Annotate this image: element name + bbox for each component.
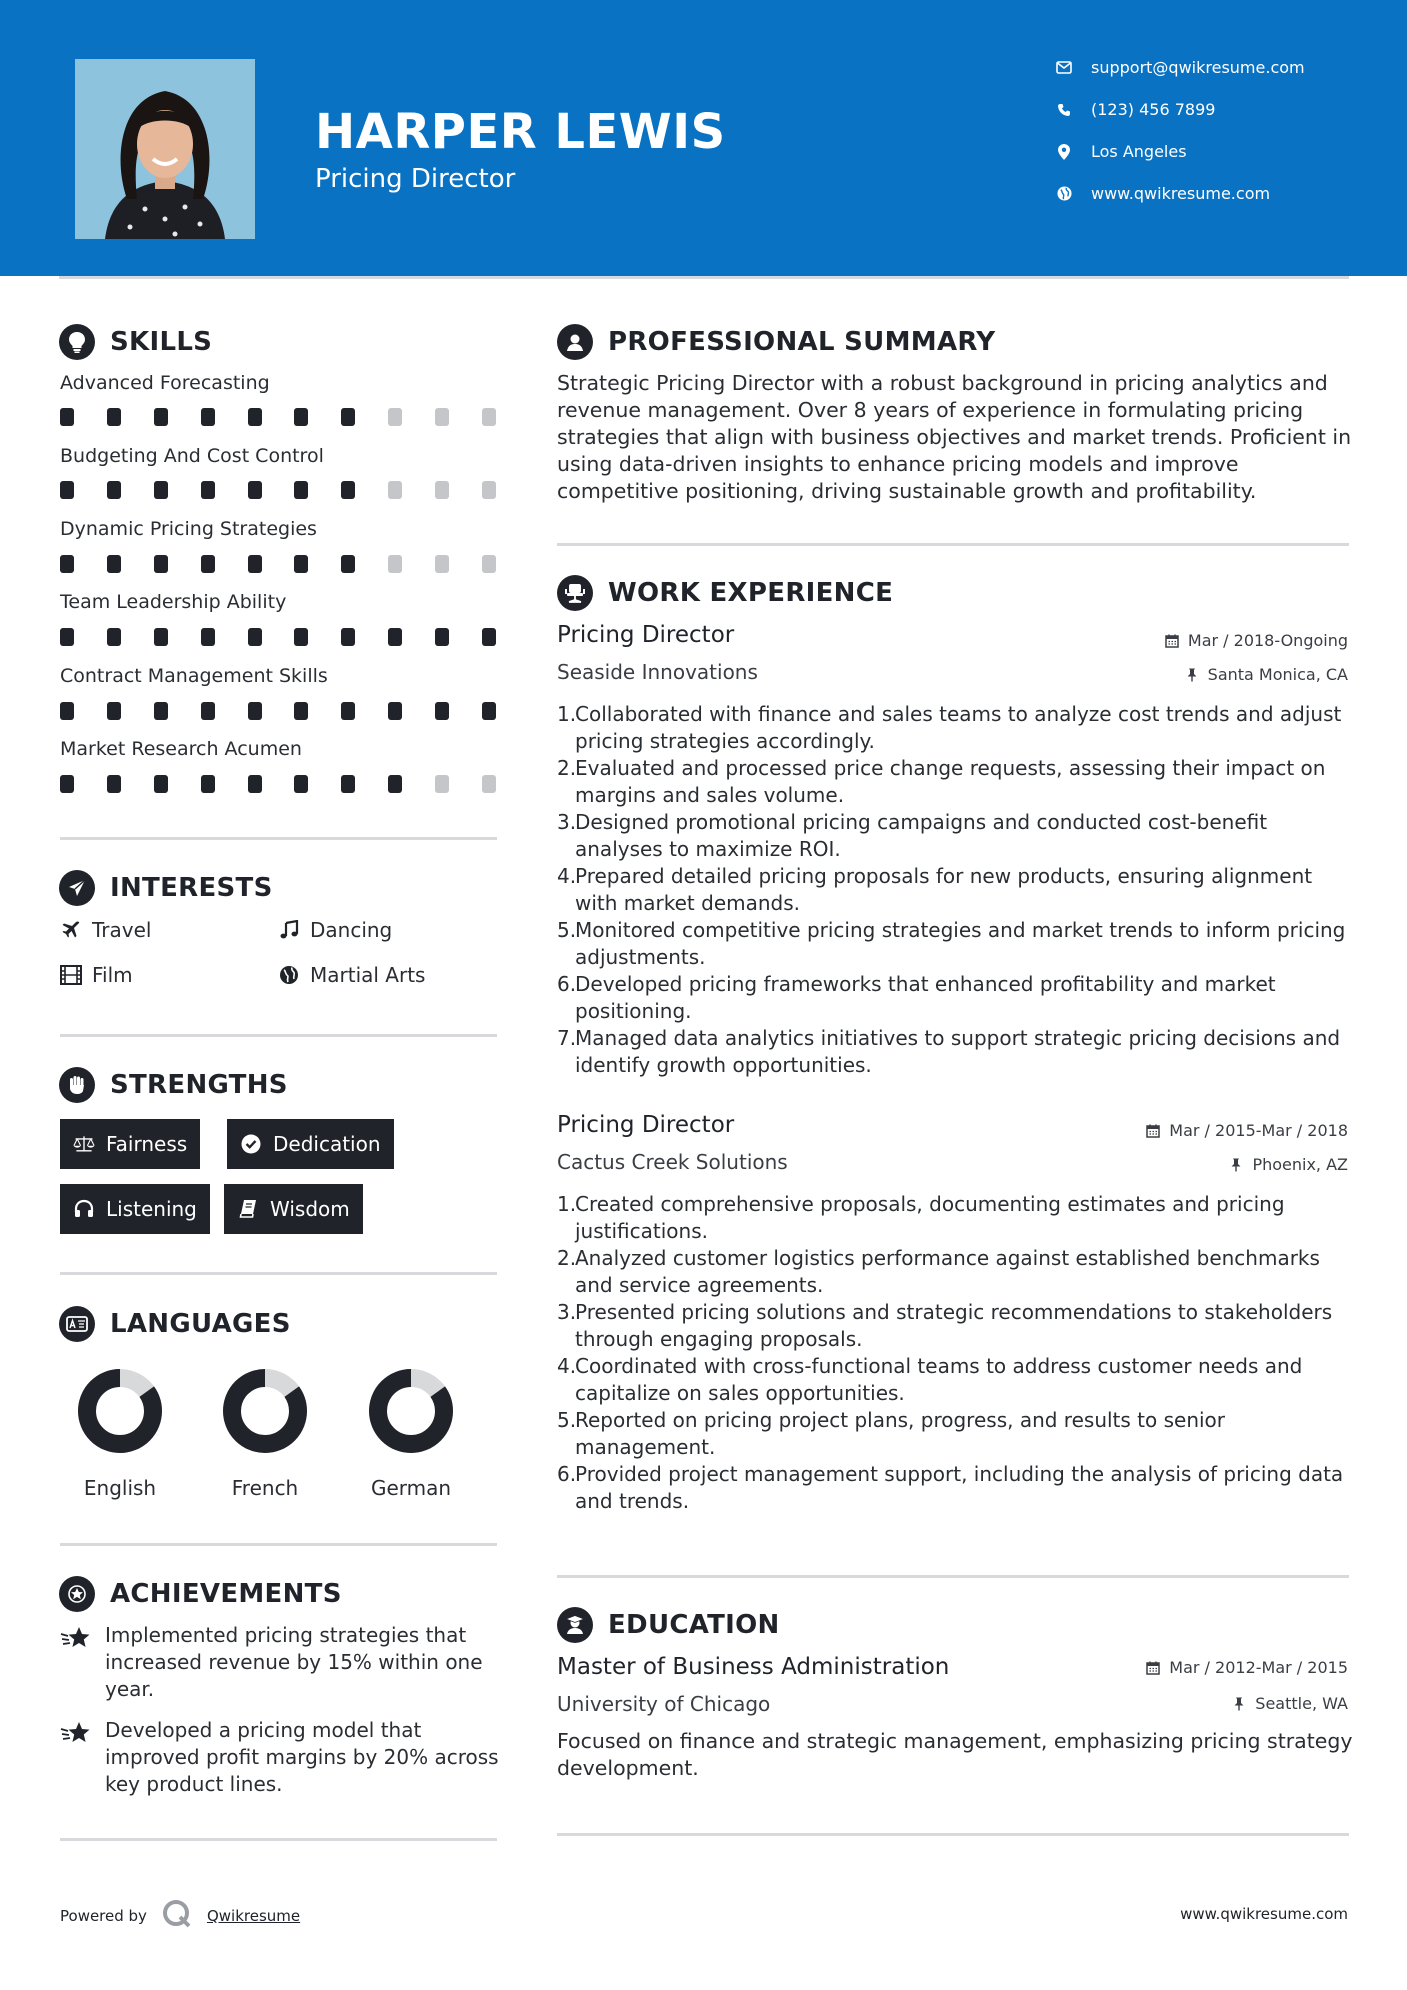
contact-email-text: support@qwikresume.com [1091,58,1305,77]
responsibility-text: Analyzed customer logistics performance against established benchmarks and service agreements. [575,1246,1320,1297]
section-divider [60,837,497,840]
globe-icon [1055,185,1073,203]
rating-dot-filled [388,702,402,720]
job-location-text: Santa Monica, CA [1207,665,1348,684]
job-responsibilities [557,1191,1357,1515]
book-icon [237,1198,259,1220]
language-name: French [231,1476,299,1500]
rating-dot-filled [294,775,308,793]
responsibility-item [557,1191,1357,1245]
interest-item [278,918,392,942]
rating-dot-filled [201,702,215,720]
rating-dot-filled [248,628,262,646]
rating-dot-filled [248,702,262,720]
languages-title: LANGUAGES [110,1309,291,1339]
language-icon [59,1306,95,1342]
rating-dot-empty [388,555,402,573]
section-divider [60,1543,497,1546]
summary-title: PROFESSIONAL SUMMARY [608,327,996,357]
fist-icon [59,1067,95,1103]
strength-tag [60,1119,200,1169]
skill-rating [60,408,496,426]
rating-dot-filled [482,702,496,720]
rating-dot-filled [341,628,355,646]
office-chair-icon [557,575,593,611]
rating-dot-filled [107,481,121,499]
interests-heading [59,870,273,906]
contact-website-text: www.qwikresume.com [1091,184,1271,203]
headphones-icon [73,1198,95,1220]
interest-label: Travel [92,918,152,942]
achievement-text: Implemented pricing strategies that increased revenue by 15% within one year. [105,1623,483,1701]
responsibility-item [557,1461,1357,1515]
strengths-title: STRENGTHS [110,1070,288,1100]
list-number: 6. [557,972,577,996]
film-icon [60,964,82,986]
interest-label: Dancing [310,918,393,942]
skill-rating [60,702,496,720]
map-pin-icon [1055,143,1073,161]
globe-icon [278,964,300,986]
plane-icon [60,919,82,941]
summary-text: Strategic Pricing Director with a robust background in pricing analytics and revenue management. Over 8 years of experience in formulating pricing strategies that align with business objectives and market trends. Proficient in using data-driven insights to enhance pricing models and improve competitive positioning, driving sustainable growth and profitability. [557,371,1352,503]
list-number: 1. [557,1192,577,1216]
list-number: 3. [557,1300,577,1324]
job-dates [1164,631,1348,650]
strength-tag [60,1184,210,1234]
rating-dot-filled [107,555,121,573]
star-badge-icon [59,1576,95,1612]
rating-dot-empty [388,408,402,426]
rating-dot-empty [482,775,496,793]
job-dates-text: Mar / 2018-Ongoing [1187,631,1348,650]
responsibility-item [557,863,1357,917]
rating-dot-filled [341,408,355,426]
skill-name: Budgeting And Cost Control [60,445,324,467]
responsibility-item [557,1025,1357,1079]
shooting-star-icon [60,1624,92,1652]
rating-dot-filled [294,555,308,573]
rating-dot-filled [154,555,168,573]
responsibility-text: Designed promotional pricing campaigns and conducted cost-benefit analyses to maximize ROI. [575,810,1268,861]
job-location [1228,1155,1348,1174]
job-company: Cactus Creek Solutions [557,1150,788,1174]
strength-label: Wisdom [270,1197,350,1221]
skill-rating [60,775,496,793]
responsibility-text: Monitored competitive pricing strategies and market trends to inform pricing adjustments. [575,918,1346,969]
interest-label: Film [92,963,133,987]
degree-title: Master of Business Administration [557,1654,950,1680]
rating-dot-filled [294,408,308,426]
skill-rating [60,481,496,499]
list-number: 5. [557,918,577,942]
rating-dot-empty [482,408,496,426]
rating-dot-empty [482,481,496,499]
header-divider [59,276,1349,279]
section-divider [60,1838,497,1841]
responsibility-item [557,1353,1357,1407]
list-number: 7. [557,1026,577,1050]
responsibility-text: Provided project management support, including the analysis of pricing data and trends. [575,1462,1344,1513]
education-dates [1145,1658,1348,1677]
education-description: Focused on finance and strategic management, emphasizing pricing strategy development. [557,1729,1353,1780]
lightbulb-icon [59,324,95,360]
section-divider [557,543,1349,546]
achievement-text: Developed a pricing model that improved profit margins by 20% across key product lines. [105,1718,499,1796]
strength-tag [227,1119,394,1169]
responsibility-text: Reported on pricing project plans, progress, and results to senior management. [575,1408,1226,1459]
strength-label: Listening [106,1197,197,1221]
contact-website[interactable] [1055,184,1270,203]
interest-item [278,963,425,987]
pushpin-icon [1184,667,1200,683]
language-item [215,1368,315,1500]
language-donut [368,1368,454,1454]
rating-dot-filled [341,481,355,499]
rating-dot-filled [435,628,449,646]
rating-dot-filled [201,555,215,573]
rating-dot-filled [201,628,215,646]
strength-label: Dedication [273,1132,381,1156]
pushpin-icon [1228,1157,1244,1173]
rating-dot-empty [482,555,496,573]
interest-item [60,963,133,987]
music-note-icon [278,919,300,941]
responsibility-text: Presented pricing solutions and strategic recommendations to stakeholders through engaging proposals. [575,1300,1333,1351]
list-number: 2. [557,1246,577,1270]
contact-location-text: Los Angeles [1091,142,1187,161]
responsibility-text: Managed data analytics initiatives to support strategic pricing decisions and identify growth opportunities. [575,1026,1341,1077]
rating-dot-filled [154,408,168,426]
summary-heading [557,324,995,360]
phone-icon [1055,101,1073,119]
rating-dot-filled [60,408,74,426]
list-number: 1. [557,702,577,726]
rating-dot-filled [154,702,168,720]
strengths-heading [59,1067,288,1103]
rating-dot-filled [482,628,496,646]
language-item [70,1368,170,1500]
rating-dot-filled [341,775,355,793]
education-title: EDUCATION [608,1610,780,1640]
responsibility-text: Created comprehensive proposals, documenting estimates and pricing justifications. [575,1192,1285,1243]
rating-dot-filled [341,555,355,573]
shooting-star-icon [60,1719,92,1747]
skills-heading [59,324,212,360]
footer-powered-by [60,1898,300,1934]
balance-scale-icon [73,1133,95,1155]
powered-by-label: Powered by [60,1907,147,1925]
job-dates-text: Mar / 2015-Mar / 2018 [1169,1121,1348,1140]
job-location [1184,665,1348,684]
rating-dot-empty [388,481,402,499]
contact-email[interactable] [1055,58,1305,77]
profile-photo [75,59,255,239]
responsibility-item [557,809,1357,863]
contact-phone-text: (123) 456 7899 [1091,100,1216,119]
footer-website-link[interactable]: www.qwikresume.com [1180,1905,1348,1923]
responsibility-item [557,1299,1357,1353]
skill-name: Team Leadership Ability [60,591,287,613]
candidate-name: HARPER LEWIS [315,104,726,160]
education-location-text: Seattle, WA [1255,1694,1348,1713]
job-dates [1145,1121,1348,1140]
rating-dot-filled [60,628,74,646]
rating-dot-filled [435,702,449,720]
paper-plane-icon [59,870,95,906]
section-divider [60,1034,497,1037]
achievement-item [60,1622,500,1703]
calendar-icon [1145,1123,1161,1139]
rating-dot-filled [154,775,168,793]
calendar-icon [1145,1660,1161,1676]
list-number: 4. [557,864,577,888]
rating-dot-filled [388,628,402,646]
responsibility-text: Evaluated and processed price change requests, assessing their impact on margins and sales volume. [575,756,1326,807]
rating-dot-empty [435,408,449,426]
graduate-icon [557,1607,593,1643]
achievements-heading [59,1576,342,1612]
job-title: Pricing Director [557,622,735,648]
contact-phone[interactable] [1055,100,1215,119]
check-circle-icon [240,1133,262,1155]
rating-dot-empty [435,555,449,573]
rating-dot-filled [388,775,402,793]
skills-title: SKILLS [110,327,213,357]
rating-dot-filled [201,481,215,499]
interest-label: Martial Arts [310,963,426,987]
list-number: 4. [557,1354,577,1378]
rating-dot-filled [201,775,215,793]
responsibility-item [557,971,1357,1025]
responsibility-item [557,1245,1357,1299]
school-name: University of Chicago [557,1692,771,1716]
skill-name: Dynamic Pricing Strategies [60,518,317,540]
language-item [361,1368,461,1500]
job-responsibilities [557,701,1357,1079]
user-circle-icon [557,324,593,360]
qwikresume-link[interactable]: Qwikresume [206,1907,301,1925]
section-divider [557,1833,1349,1836]
rating-dot-empty [435,775,449,793]
skill-rating [60,628,496,646]
section-divider [557,1575,1349,1578]
rating-dot-filled [60,555,74,573]
rating-dot-filled [341,702,355,720]
education-dates-text: Mar / 2012-Mar / 2015 [1169,1658,1348,1677]
rating-dot-filled [248,408,262,426]
job-title: Pricing Director [557,1112,735,1138]
languages-heading [59,1306,291,1342]
rating-dot-filled [248,775,262,793]
responsibility-item [557,917,1357,971]
interests-title: INTERESTS [110,873,273,903]
rating-dot-filled [294,702,308,720]
skill-rating [60,555,496,573]
rating-dot-empty [435,481,449,499]
rating-dot-filled [248,555,262,573]
language-name: German [370,1476,452,1500]
skill-name: Market Research Acumen [60,738,302,760]
rating-dot-filled [107,702,121,720]
strength-tag [224,1184,363,1234]
language-donut [222,1368,308,1454]
job-location-text: Phoenix, AZ [1252,1155,1348,1174]
responsibility-text: Prepared detailed pricing proposals for new products, ensuring alignment with market demands. [575,864,1313,915]
skill-name: Contract Management Skills [60,665,328,687]
experience-title: WORK EXPERIENCE [608,578,894,608]
resume-header [0,0,1407,276]
calendar-icon [1164,633,1180,649]
rating-dot-filled [154,481,168,499]
list-number: 3. [557,810,577,834]
skill-name: Advanced Forecasting [60,372,270,394]
envelope-icon [1055,59,1073,77]
responsibility-item [557,1407,1357,1461]
contact-location [1055,142,1187,161]
language-donut [77,1368,163,1454]
list-number: 5. [557,1408,577,1432]
list-number: 6. [557,1462,577,1486]
job-company: Seaside Innovations [557,660,758,684]
education-heading [557,1607,780,1643]
responsibility-text: Coordinated with cross-functional teams to address customer needs and capitalize on sales opportunities. [575,1354,1303,1405]
education-location [1231,1694,1348,1713]
responsibility-text: Developed pricing frameworks that enhanced profitability and market positioning. [575,972,1276,1023]
list-number: 2. [557,756,577,780]
experience-heading [557,575,893,611]
rating-dot-filled [60,481,74,499]
rating-dot-filled [107,775,121,793]
qwikresume-logo-icon [161,1898,193,1934]
responsibility-item [557,701,1357,755]
candidate-title: Pricing Director [315,164,516,194]
pushpin-icon [1231,1696,1247,1712]
section-divider [60,1272,497,1275]
achievement-item [60,1717,500,1798]
rating-dot-filled [107,628,121,646]
responsibility-item [557,755,1357,809]
rating-dot-filled [60,775,74,793]
language-name: English [83,1476,157,1500]
rating-dot-filled [248,481,262,499]
interest-item [60,918,151,942]
strength-label: Fairness [106,1132,188,1156]
rating-dot-filled [107,408,121,426]
rating-dot-filled [154,628,168,646]
responsibility-text: Collaborated with finance and sales teams to analyze cost trends and adjust pricing strategies accordingly. [575,702,1342,753]
rating-dot-filled [201,408,215,426]
rating-dot-filled [294,481,308,499]
achievements-title: ACHIEVEMENTS [110,1579,342,1609]
rating-dot-filled [60,702,74,720]
rating-dot-filled [294,628,308,646]
